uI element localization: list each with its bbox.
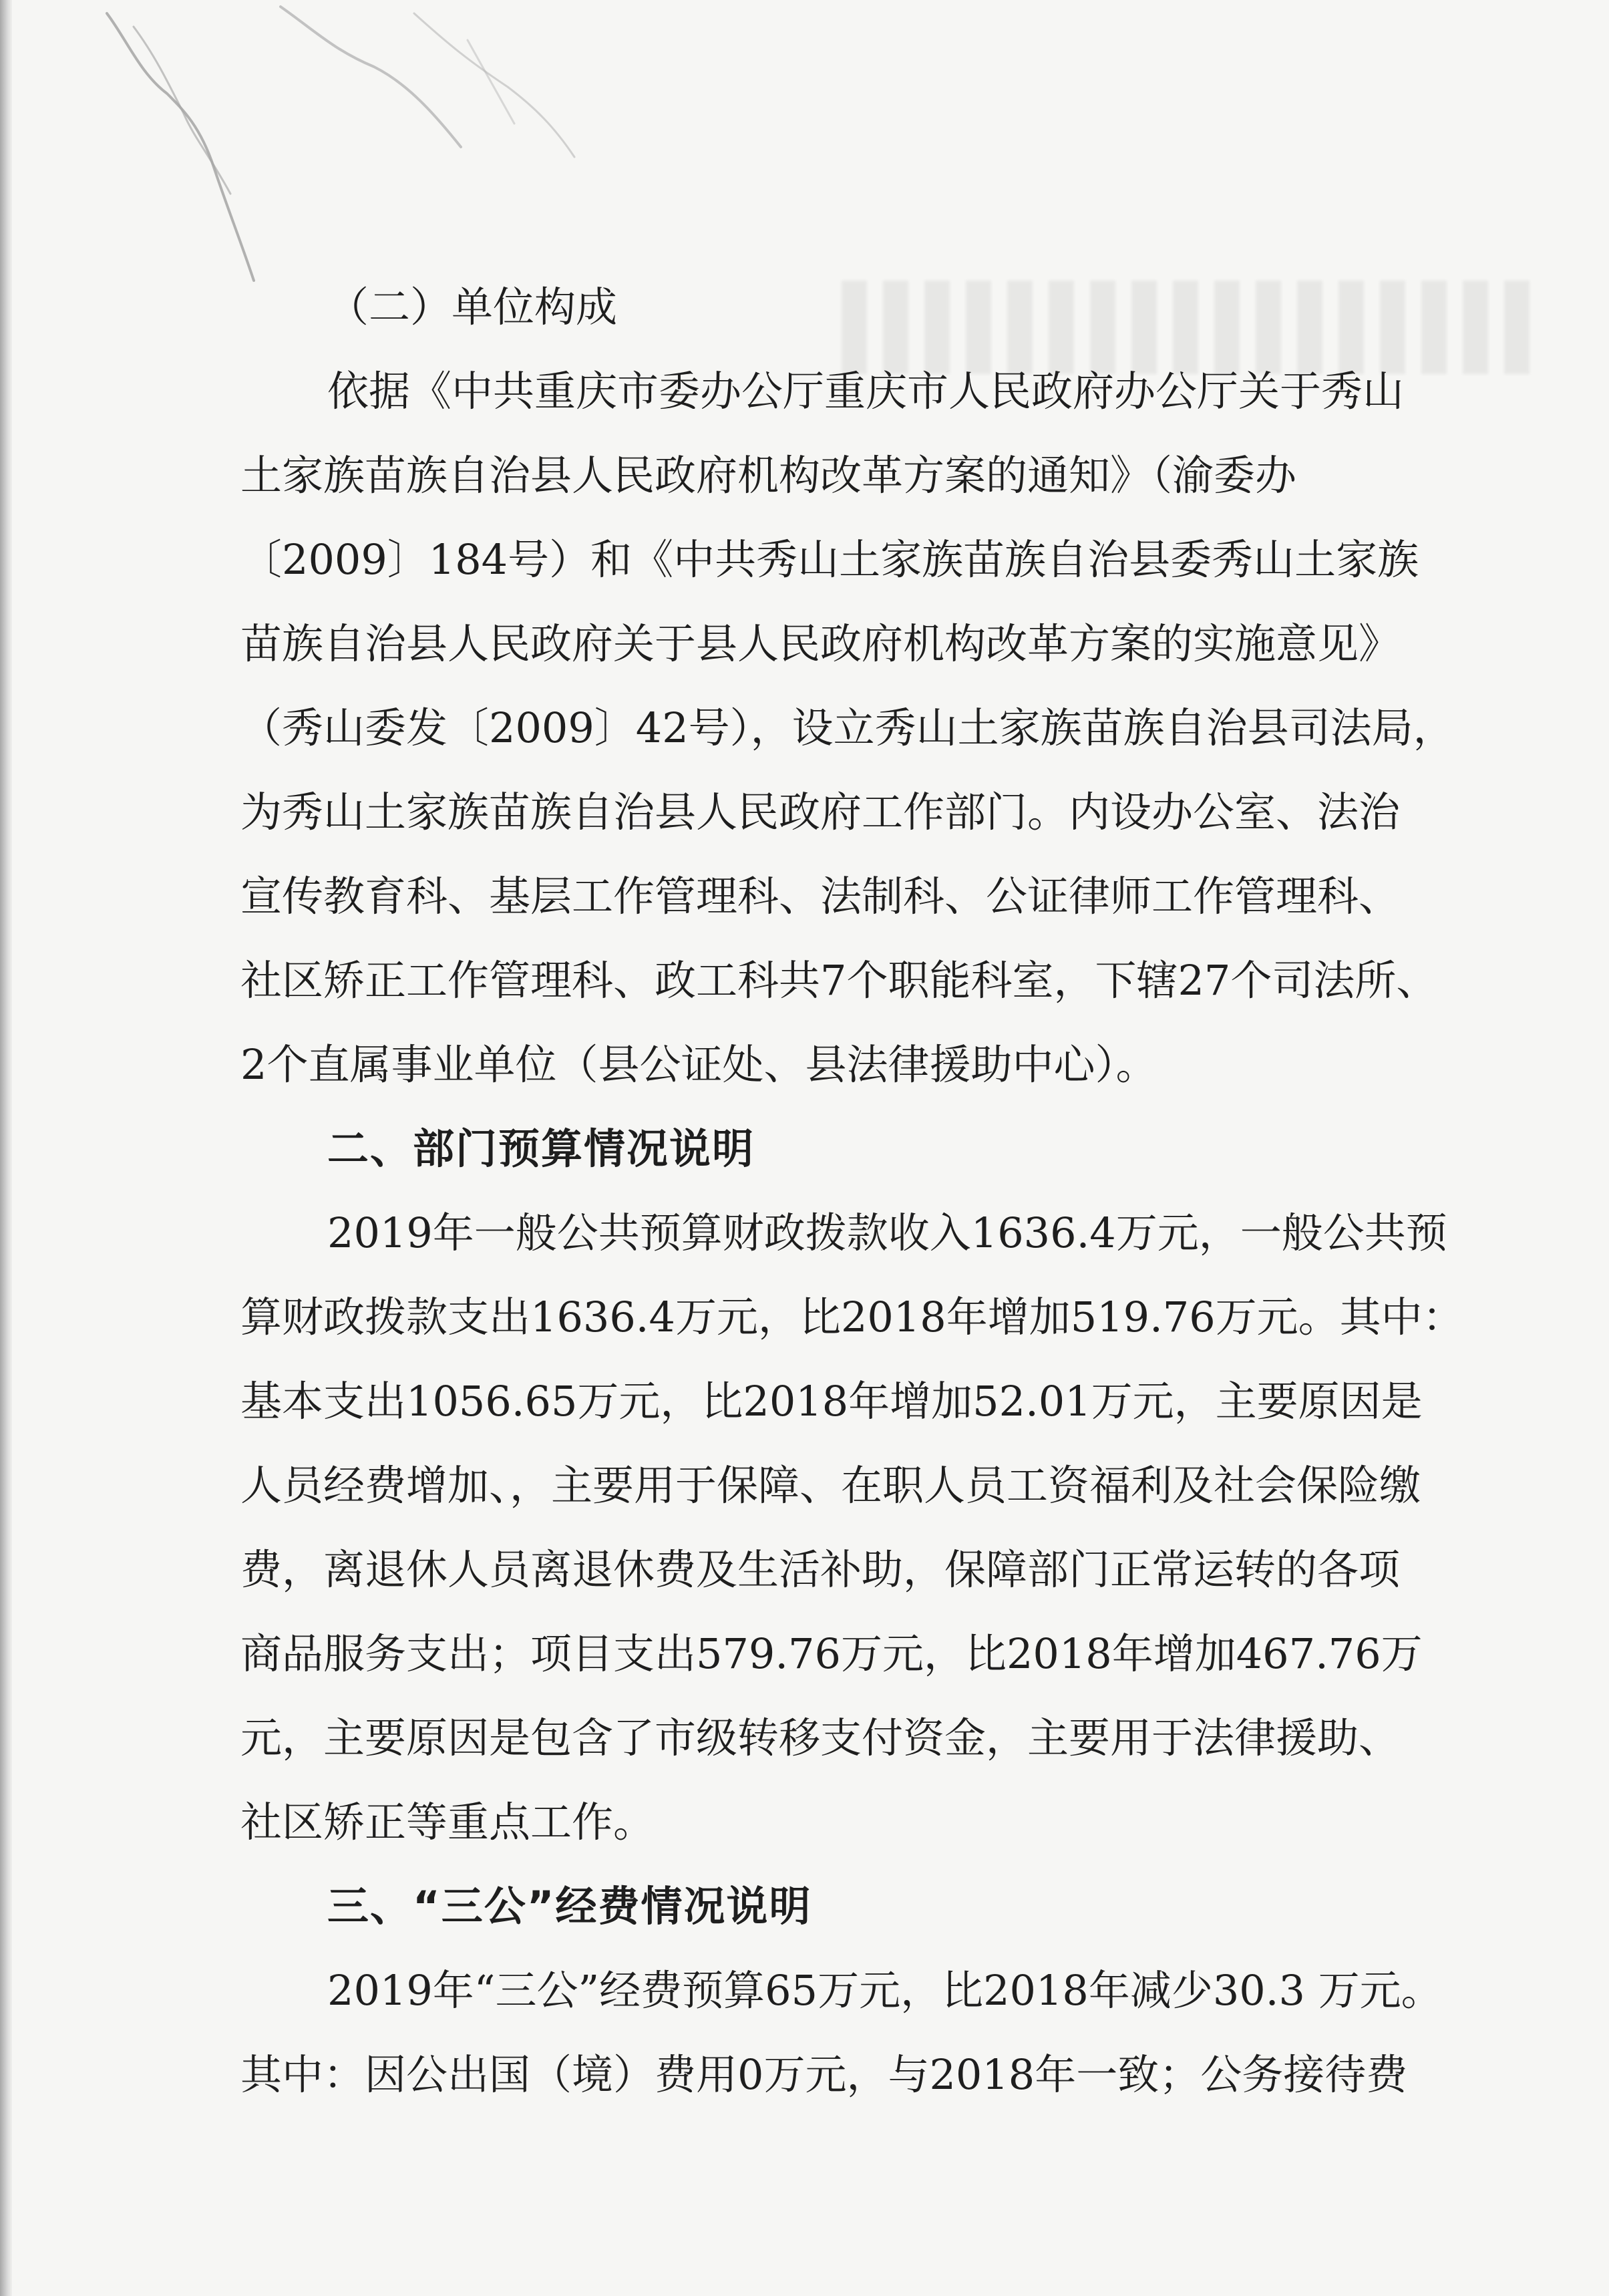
section-unit-line-6: 为秀山土家族苗族自治县人民政府工作部门。内设办公室、法治 [240, 788, 1401, 836]
section-unit-line-1: 依据《中共重庆市委办公厅重庆市人民政府办公厅关于秀山 [327, 367, 1405, 416]
section-budget-line-7: 元，主要原因是包含了市级转移支付资金，主要用于法律援助、 [240, 1713, 1401, 1762]
section-budget-line-8: 社区矫正等重点工作。 [240, 1798, 655, 1846]
section-budget-line-4: 人员经费增加、，主要用于保障、在职人员工资福利及社会保险缴 [240, 1461, 1421, 1510]
section-unit-line-4: 苗族自治县人民政府关于县人民政府机构改革方案的实施意见》 [240, 619, 1401, 668]
section-budget-line-3: 基本支出1056.65万元，比2018年增加52.01万元，主要原因是 [240, 1377, 1423, 1426]
section-unit-title: （二）单位构成 [327, 283, 618, 331]
section-unit-line-5: （秀山委发〔2009〕42号），设立秀山土家族苗族自治县司法局， [240, 703, 1455, 752]
bleed-through-text [842, 281, 1543, 374]
section-sangong-title: 三、“三公”经费情况说明 [327, 1882, 812, 1931]
section-budget-line-1: 2019年一般公共预算财政拨款收入1636.4万元，一般公共预 [327, 1208, 1447, 1257]
section-sangong-line-1: 2019年“三公”经费预算65万元，比2018年减少30.3 万元。 [327, 1966, 1443, 2015]
section-sangong-line-2: 其中：因公出国（境）费用0万元，与2018年一致；公务接待费 [240, 2050, 1408, 2099]
section-unit-line-8: 社区矫正工作管理科、政工科共7个职能科室，下辖27个司法所、 [240, 956, 1438, 1005]
section-unit-line-2: 土家族苗族自治县人民政府机构改革方案的通知》（渝委办 [240, 451, 1297, 500]
section-unit-line-9: 2个直属事业单位（县公证处、县法律援助中心）。 [240, 1040, 1157, 1089]
section-unit-line-3: 〔2009〕184号）和《中共秀山土家族苗族自治县委秀山土家族 [240, 535, 1419, 584]
section-budget-line-5: 费，离退休人员离退休费及生活补助，保障部门正常运转的各项 [240, 1545, 1401, 1594]
section-budget-title: 二、部门预算情况说明 [327, 1124, 755, 1173]
section-budget-line-6: 商品服务支出；项目支出579.76万元，比2018年增加467.76万 [240, 1629, 1423, 1678]
section-unit-line-7: 宣传教育科、基层工作管理科、法制科、公证律师工作管理科、 [240, 872, 1401, 921]
section-budget-line-2: 算财政拨款支出1636.4万元，比2018年增加519.76万元。其中： [240, 1293, 1464, 1341]
